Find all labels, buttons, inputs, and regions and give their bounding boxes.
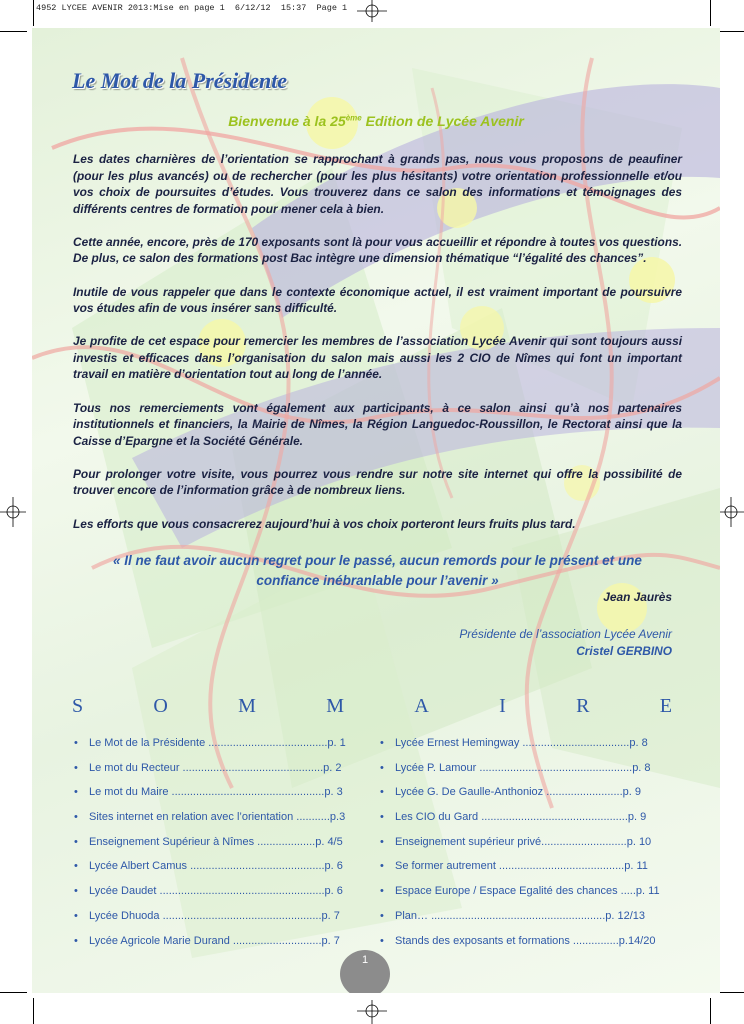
registration-target-icon <box>718 497 744 527</box>
sommaire-letter: M <box>326 695 345 717</box>
subtitle-suffix: Edition de Lycée Avenir <box>361 113 524 129</box>
toc-item: • Le mot du Recteur ..............................................p. 2 <box>74 756 346 781</box>
toc-item: • Lycée Albert Camus ............................................p. 6 <box>74 854 346 879</box>
crop-mark <box>710 998 711 1024</box>
toc-item: • Enseignement Supérieur à Nîmes ...................p. 4/5 <box>74 830 346 855</box>
quote-line: « Il ne faut avoir aucun regret pour le passé, aucun remords pour le présent et une <box>113 553 642 568</box>
page-number-badge <box>340 950 390 993</box>
toc-item: • Les CIO du Gard ................................................p. 9 <box>380 805 660 830</box>
page-title: Le Mot de la Présidente <box>72 68 288 93</box>
toc-item: • Espace Europe / Espace Egalité des chances .....p. 11 <box>380 879 660 904</box>
toc-item: • Lycée P. Lamour ..................................................p. 8 <box>380 756 660 781</box>
print-slug: 4952 LYCEE AVENIR 2013:Mise en page 1 6/12/12 15:37 Page 1 <box>36 3 348 13</box>
page-number: 1 <box>361 954 369 966</box>
paragraph: Pour prolonger votre visite, vous pourrez vous rendre sur notre site internet qui offre la possibilité de trouver encore de l’information grâce à de nombreux liens. <box>73 466 682 498</box>
letter-body <box>73 151 682 549</box>
subtitle-superscript: ème <box>345 113 362 123</box>
quote-line: confiance inébranlable pour l’avenir » <box>256 573 499 588</box>
crop-mark <box>710 0 711 26</box>
jaures-quote <box>73 551 682 591</box>
brochure-page <box>32 28 720 993</box>
sommaire-letter: E <box>659 695 672 717</box>
sommaire-letter: I <box>499 695 506 717</box>
sommaire-letter: R <box>576 695 590 717</box>
paragraph: Je profite de cet espace pour remercier les membres de l’association Lycée Avenir qui sont toujours aussi investis et efficaces dans l’organisation du salon mais aussi les 2 CIO de Nîmes qui font un important travail en matière d’orientation tout au long de l’année. <box>73 334 682 382</box>
toc-item: • Plan… .........................................................p. 12/13 <box>380 904 660 929</box>
signature-name: Cristel GERBINO <box>576 643 672 658</box>
paragraph: Inutile de vous rappeler que dans le contexte économique actuel, il est vraiment important de poursuivre vos études afin de vous insérer sans difficulté. <box>73 284 682 316</box>
toc-item: • Sites internet en relation avec l’orientation ...........p.3 <box>74 805 346 830</box>
toc-item: • Lycée Agricole Marie Durand .............................p. 7 <box>74 929 346 954</box>
toc-item: • Le mot du Maire ..................................................p. 3 <box>74 780 346 805</box>
crop-mark <box>33 998 34 1024</box>
signature-role: Présidente de l’association Lycée Avenir <box>459 627 672 641</box>
sommaire-letter: M <box>238 695 256 717</box>
toc-right-column <box>380 731 660 953</box>
registration-target-icon <box>357 1000 387 1024</box>
toc-left-column <box>74 731 346 953</box>
registration-target-icon <box>357 0 387 22</box>
paragraph: Les dates charnières de l’orientation se rapprochant à grands pas, nous vous proposons de peaufiner (pour les plus avancés) ou de rechercher (pour les plus hésitants) votre orientation professionnelle et/ou vos choix de poursuites d’études. Vous trouverez dans ce salon des informations et témoignages des différents centres de formation pour mener cela à bien. <box>73 152 682 216</box>
sommaire-letter: A <box>414 695 429 717</box>
crop-mark <box>0 992 27 993</box>
registration-target-icon <box>0 497 26 527</box>
sommaire-heading <box>72 695 672 718</box>
sommaire-letter: S <box>72 695 84 717</box>
toc-item: • Stands des exposants et formations ...............p.14/20 <box>380 929 660 954</box>
paragraph: Tous nos remerciements vont également aux participants, à ce salon ainsi qu’à nos partenaires institutionnels et financiers, la Mairie de Nîmes, la Région Languedoc-Roussillon, le Rectorat ainsi que la Caisse d’Epargne et la Société Générale. <box>73 400 682 448</box>
crop-mark <box>717 992 744 993</box>
toc-item: • Se former autrement .........................................p. 11 <box>380 854 660 879</box>
quote-author: Jean Jaurès <box>603 590 672 604</box>
welcome-subtitle <box>32 113 720 129</box>
signature-block <box>459 626 672 659</box>
toc-item: • Enseignement supérieur privé............................p. 10 <box>380 830 660 855</box>
toc-item: • Lycée Daudet ......................................................p. 6 <box>74 879 346 904</box>
subtitle-prefix: Bienvenue à la 25 <box>228 113 346 129</box>
sommaire-letter: O <box>153 695 168 717</box>
crop-mark <box>33 0 34 26</box>
toc-item: • Lycée Dhuoda ....................................................p. 7 <box>74 904 346 929</box>
toc-item: • Lycée G. De Gaulle-Anthonioz .........................p. 9 <box>380 780 660 805</box>
toc-item: • Le Mot de la Présidente .......................................p. 1 <box>74 731 346 756</box>
crop-mark <box>717 31 744 32</box>
paragraph: Les efforts que vous consacrerez aujourd’hui à vos choix porteront leurs fruits plus tard. <box>73 516 576 531</box>
paragraph: Cette année, encore, près de 170 exposants sont là pour vous accueillir et répondre à toutes vos questions. De plus, ce salon des formations post Bac intègre une dimension thématique “l’égalité des chances”. <box>73 234 682 266</box>
toc-item: • Lycée Ernest Hemingway ...................................p. 8 <box>380 731 660 756</box>
crop-mark <box>0 31 27 32</box>
